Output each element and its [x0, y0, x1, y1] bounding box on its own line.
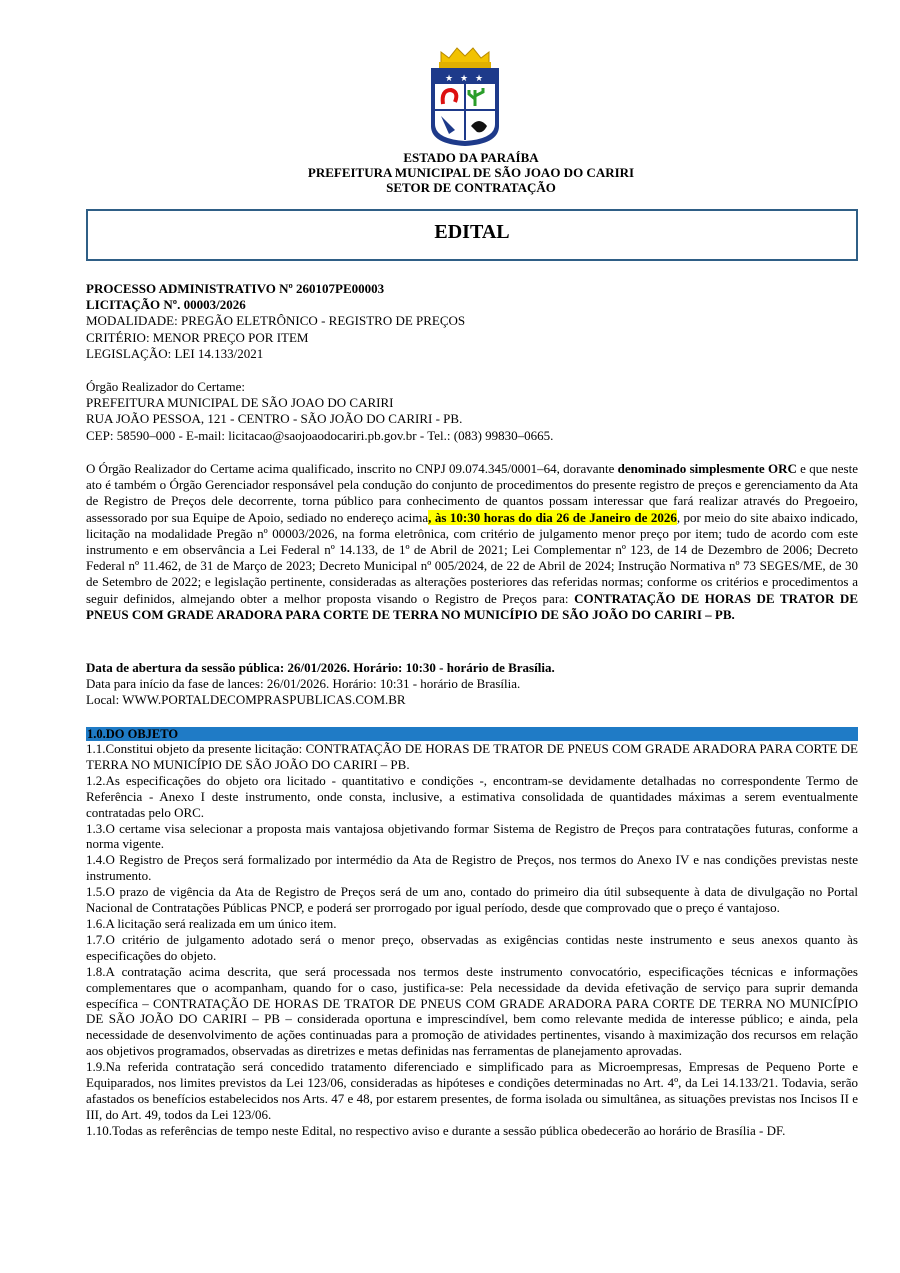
svg-text:★: ★: [475, 74, 484, 84]
process-number: PROCESSO ADMINISTRATIVO Nº 260107PE00003: [86, 281, 385, 296]
list-item: 1.9.Na referida contratação será concedido tratamento diferenciado e simplificado para as Microempresas, Empresas de Pequeno Porte e Equiparados, nos limites previstos da Lei 123/06, consideradas as hipóteses e condições determinadas no Art. 4º, da Lei 14.133/21. Todavia, serão afastados os benefícios estabelecidos nos Arts. 47 e 48, por estarem presentes, de forma isolada ou simultânea, as situações previstas nos Incisos II e III, do Art. 49, todos da Lei 123/06.: [86, 1059, 858, 1122]
title-box: [86, 209, 858, 261]
page-title: EDITAL: [434, 221, 510, 243]
organ-name: PREFEITURA MUNICIPAL DE SÃO JOAO DO CARIRI: [86, 395, 394, 411]
organ-label: Órgão Realizador do Certame:: [86, 379, 245, 394]
list-item: 1.10.Todas as referências de tempo neste Edital, no respectivo aviso e durante a sessão pública obedecerão ao horário de Brasília - DF.: [86, 1122, 786, 1138]
intro-object: CONTRATAÇÃO DE HORAS DE TRATOR DE PNEUS COM GRADE ARADORA PARA CORTE DE TERRA NO MUNICÍPIO DE SÃO JOÃO DO CARIRI – PB.: [86, 590, 858, 622]
svg-text:★: ★: [460, 74, 469, 84]
list-item: 1.3.O certame visa selecionar a proposta mais vantajosa objetivando formar Sistema de Registro de Preços para contratações futuras, conforme a norma vigente.: [86, 820, 858, 852]
session-bids: Data para início da fase de lances: 26/01/2026. Horário: 10:31 - horário de Brasília.: [86, 676, 521, 692]
section-objeto-items: [86, 741, 858, 1139]
section-heading-objeto: 1.0.DO OBJETO: [86, 727, 858, 741]
intro-highlight: , às 10:30 horas do dia 26 de Janeiro de 2026: [428, 509, 677, 525]
organ-address: RUA JOÃO PESSOA, 121 - CENTRO - SÃO JOÃO DO CARIRI - PB.: [86, 411, 463, 427]
bid-number: LICITAÇÃO Nº. 00003/2026: [86, 297, 246, 313]
intro-text-2: e que neste ato é também o Órgão Gerenciador responsável pela condução do conjunto de procedimentos do presente registro de preços e gerenciamento da Ata de Registro de Preços dele decorrente, torna público para conhecimento de quantos possam interessar que fará realizar através do Pregoeiro, assessorado por sua Equipe de Apoio, sediado no endereço acima: [86, 461, 858, 525]
header-state: ESTADO DA PARAÍBA: [403, 150, 539, 165]
legislation: LEGISLAÇÃO: LEI 14.133/2021: [86, 345, 264, 361]
session-opening: Data de abertura da sessão pública: 26/01/2026. Horário: 10:30 - horário de Brasília.: [86, 660, 555, 675]
session-info: [86, 660, 858, 709]
modality: MODALIDADE: PREGÃO ELETRÔNICO - REGISTRO DE PREÇOS: [86, 313, 466, 329]
list-item: 1.8.A contratação acima descrita, que será processada nos termos deste instrumento convocatório, especificações técnicas e informações complementares que o acompanham, quando for o caso, justifica-se: Pela necessidade da devida efetivação de serviço para suprir demanda específica – CONTRATAÇÃO DE HORAS DE TRATOR DE PNEUS COM GRADE ARADORA PARA CORTE DE TERRA NO MUNICÍPIO DE SÃO JOÃO DO CARIRI – PB – considerada oportuna e imprescindível, bem como relevante medida de interesse público; e ainda, pela necessidade de desenvolvimento de ações continuadas para a promoção de atividades pertinentes, visando à maximização dos recursos em relação aos objetivos programados, observadas as diretrizes e metas definidas nas ferramentas de planejamento aprovadas.: [86, 963, 858, 1059]
organ-info: [86, 379, 858, 444]
list-item: 1.1.Constitui objeto da presente licitação: CONTRATAÇÃO DE HORAS DE TRATOR DE PNEUS COM GRADE ARADORA PARA CORTE DE TERRA NO MUNICÍPIO DE SÃO JOÃO DO CARIRI – PB.: [86, 741, 858, 772]
list-item: 1.6.A licitação será realizada em um único item.: [86, 915, 337, 931]
criterion: CRITÉRIO: MENOR PREÇO POR ITEM: [86, 329, 309, 345]
intro-bold: denominado simplesmente ORC: [617, 461, 797, 476]
coat-of-arms-icon: [427, 44, 503, 148]
list-item: 1.4.O Registro de Preços será formalizado por intermédio da Ata de Registro de Preços, nos termos do Anexo IV e nas condições previstas neste instrumento.: [86, 852, 858, 884]
intro-text-3: , por meio do site abaixo indicado, licitação na modalidade Pregão nº 00003/2026, na forma eletrônica, com critério de julgamento menor preço por item; tudo de acordo com este instrumento e em observância a Lei Federal nº 14.133, de 1º de Abril de 2021; Lei Complementar nº 123, de 14 de Dezembro de 2006; Decreto Federal nº 11.462, de 31 de Março de 2023; Decreto Municipal nº 005/2024, de 22 de Abril de 2024; Instrução Normativa nº 73 SEGES/ME, de 30 de Setembro de 2022; e legislação pertinente, consideradas as alterações posteriores das referidas normas; conforme os critérios e procedimentos a seguir definidos, almejando obter a melhor proposta visando o Registro de Preços para:: [86, 509, 858, 606]
list-item: 1.7.O critério de julgamento adotado será o menor preço, observadas as exigências contidas neste instrumento e seus anexos quanto às especificações do objeto.: [86, 931, 858, 963]
list-item: 1.5.O prazo de vigência da Ata de Registro de Preços será de um ano, contado do primeiro dia útil subsequente à data de divulgação no Portal Nacional de Contratações Públicas PNCP, e poderá ser prorrogado por igual período, desde que comprovado que o preço é vantajoso.: [86, 884, 858, 916]
svg-text:★: ★: [445, 74, 454, 84]
organ-contact: CEP: 58590–000 - E-mail: licitacao@saojoaodocariri.pb.gov.br - Tel.: (083) 99830–0665.: [86, 427, 554, 443]
header-municipality: PREFEITURA MUNICIPAL DE SÃO JOAO DO CARIRI: [307, 165, 635, 180]
list-item: 1.2.As especificações do objeto ora licitado - quantitativo e condições -, encontram-se devidamente detalhadas no correspondente Termo de Referência - Anexo I deste instrumento, onde consta, inclusive, a estimativa consolidada de quantidades máximas a serem eventualmente contratadas pelo ORC.: [86, 772, 858, 820]
header-sector: SETOR DE CONTRATAÇÃO: [386, 180, 556, 195]
session-local: Local: WWW.PORTALDECOMPRASPUBLICAS.COM.BR: [86, 692, 406, 708]
intro-paragraph: [86, 461, 858, 623]
intro-text-1: O Órgão Realizador do Certame acima qualificado, inscrito no CNPJ 09.074.345/0001–64, doravante: [86, 461, 618, 476]
process-info: [86, 281, 858, 362]
